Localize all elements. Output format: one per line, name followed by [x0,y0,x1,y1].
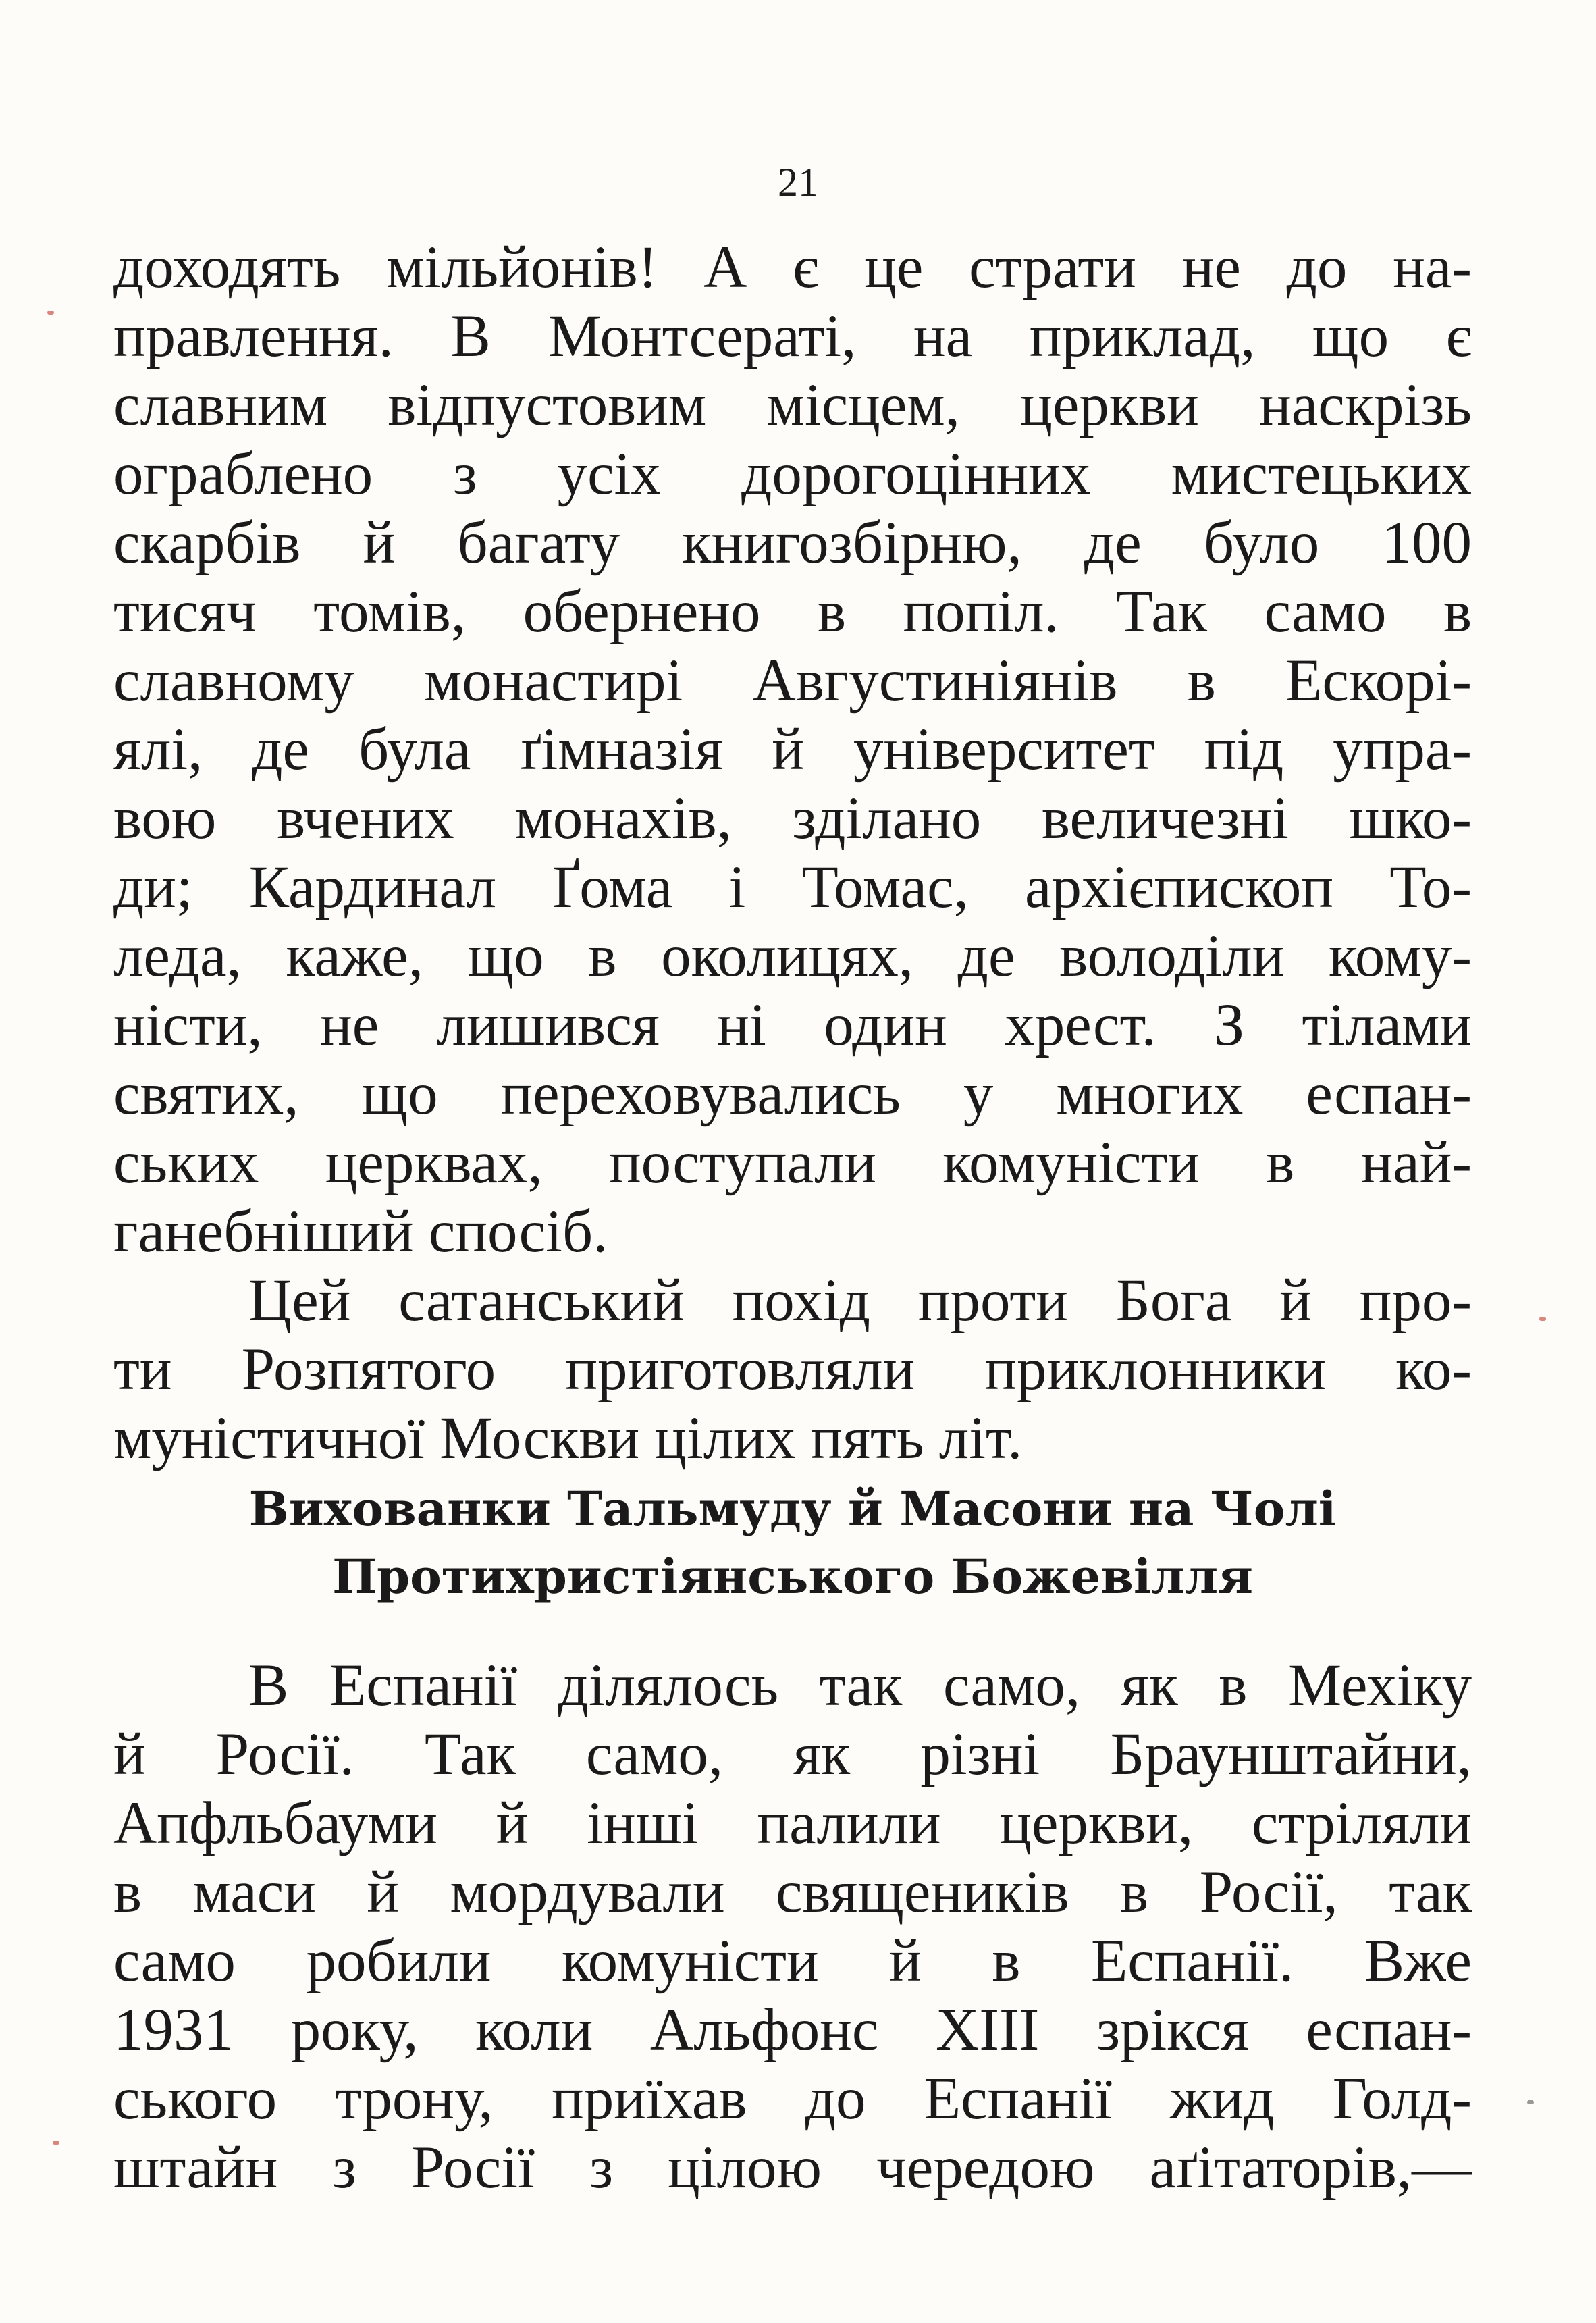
text-line: ського трону, приїхав до Еспанії жид Голд- [113,2066,1472,2132]
text-line: леда, каже, що в околицях, де володіли кому- [113,923,1472,989]
text-line: тисяч томів, обернено в попіл. Так само в [113,579,1472,645]
text-line: ганебніший спосіб. [113,1199,608,1265]
text-line: й Росії. Так само, як різні Браунштайни, [113,1721,1472,1787]
text-line: в маси й мордували священиків в Росії, так [113,1859,1472,1925]
text-line: само робили комуністи й в Еспанії. Вже [113,1928,1472,1994]
text-line: Апфльбауми й інші палили церкви, стріляли [113,1790,1472,1856]
paragraph-3 [113,1651,1472,2202]
text-line: 1931 року, коли Альфонс XIII зрікся еспан- [113,1997,1472,2063]
print-speck [1539,1317,1546,1321]
text-line: ди; Кардинал Ґома і Томас, архієпископ То- [113,854,1472,920]
print-speck [53,2141,59,2145]
text-line: ських церквах, поступали комуністи в най- [113,1130,1472,1196]
heading-line-2: Протихристіянського Божевілля [332,1548,1253,1604]
text-line: Цей сатанський похід проти Бога й про- [248,1268,1472,1334]
text-line: ограблено з усіх дорогоцінних мистецьких [113,441,1472,507]
text-line: правлення. В Монтсераті, на приклад, що є [113,303,1472,369]
text-line: доходять мільйонів! А є це страти не до на- [113,234,1472,301]
text-line: святих, що переховувались у многих еспан- [113,1061,1472,1127]
paragraph-2 [113,1266,1472,1473]
page-number: 21 [778,160,818,205]
print-speck [1527,2100,1534,2104]
text-line: муністичної Москви цілих пять літ. [113,1405,1023,1471]
text-line: В Еспанії ділялось так само, як в Мехіку [248,1652,1472,1719]
text-line: вою вчених монахів, зділано величезні шко- [113,785,1472,852]
text-line: ялі, де була ґімназія й університет під упра- [113,716,1472,783]
heading-line-1: Вихованки Тальмуду й Масони на Чолі [248,1481,1337,1537]
text-line: скарбів й багату книгозбірню, де було 100 [113,510,1472,576]
text-line: славному монастирі Августиніянів в Ескорі- [113,648,1472,714]
paragraph-1 [113,233,1472,1266]
text-line: ти Розпятого приготовляли приклонники ко- [113,1336,1472,1403]
section-heading [113,1476,1472,1611]
text-line: славним відпустовим місцем, церкви наскрізь [113,372,1472,438]
print-speck [47,311,54,315]
text-line: ністи, не лишився ні один хрест. З тілами [113,992,1472,1058]
text-line: штайн з Росії з цілою чередою аґітаторів,— [113,2135,1472,2201]
